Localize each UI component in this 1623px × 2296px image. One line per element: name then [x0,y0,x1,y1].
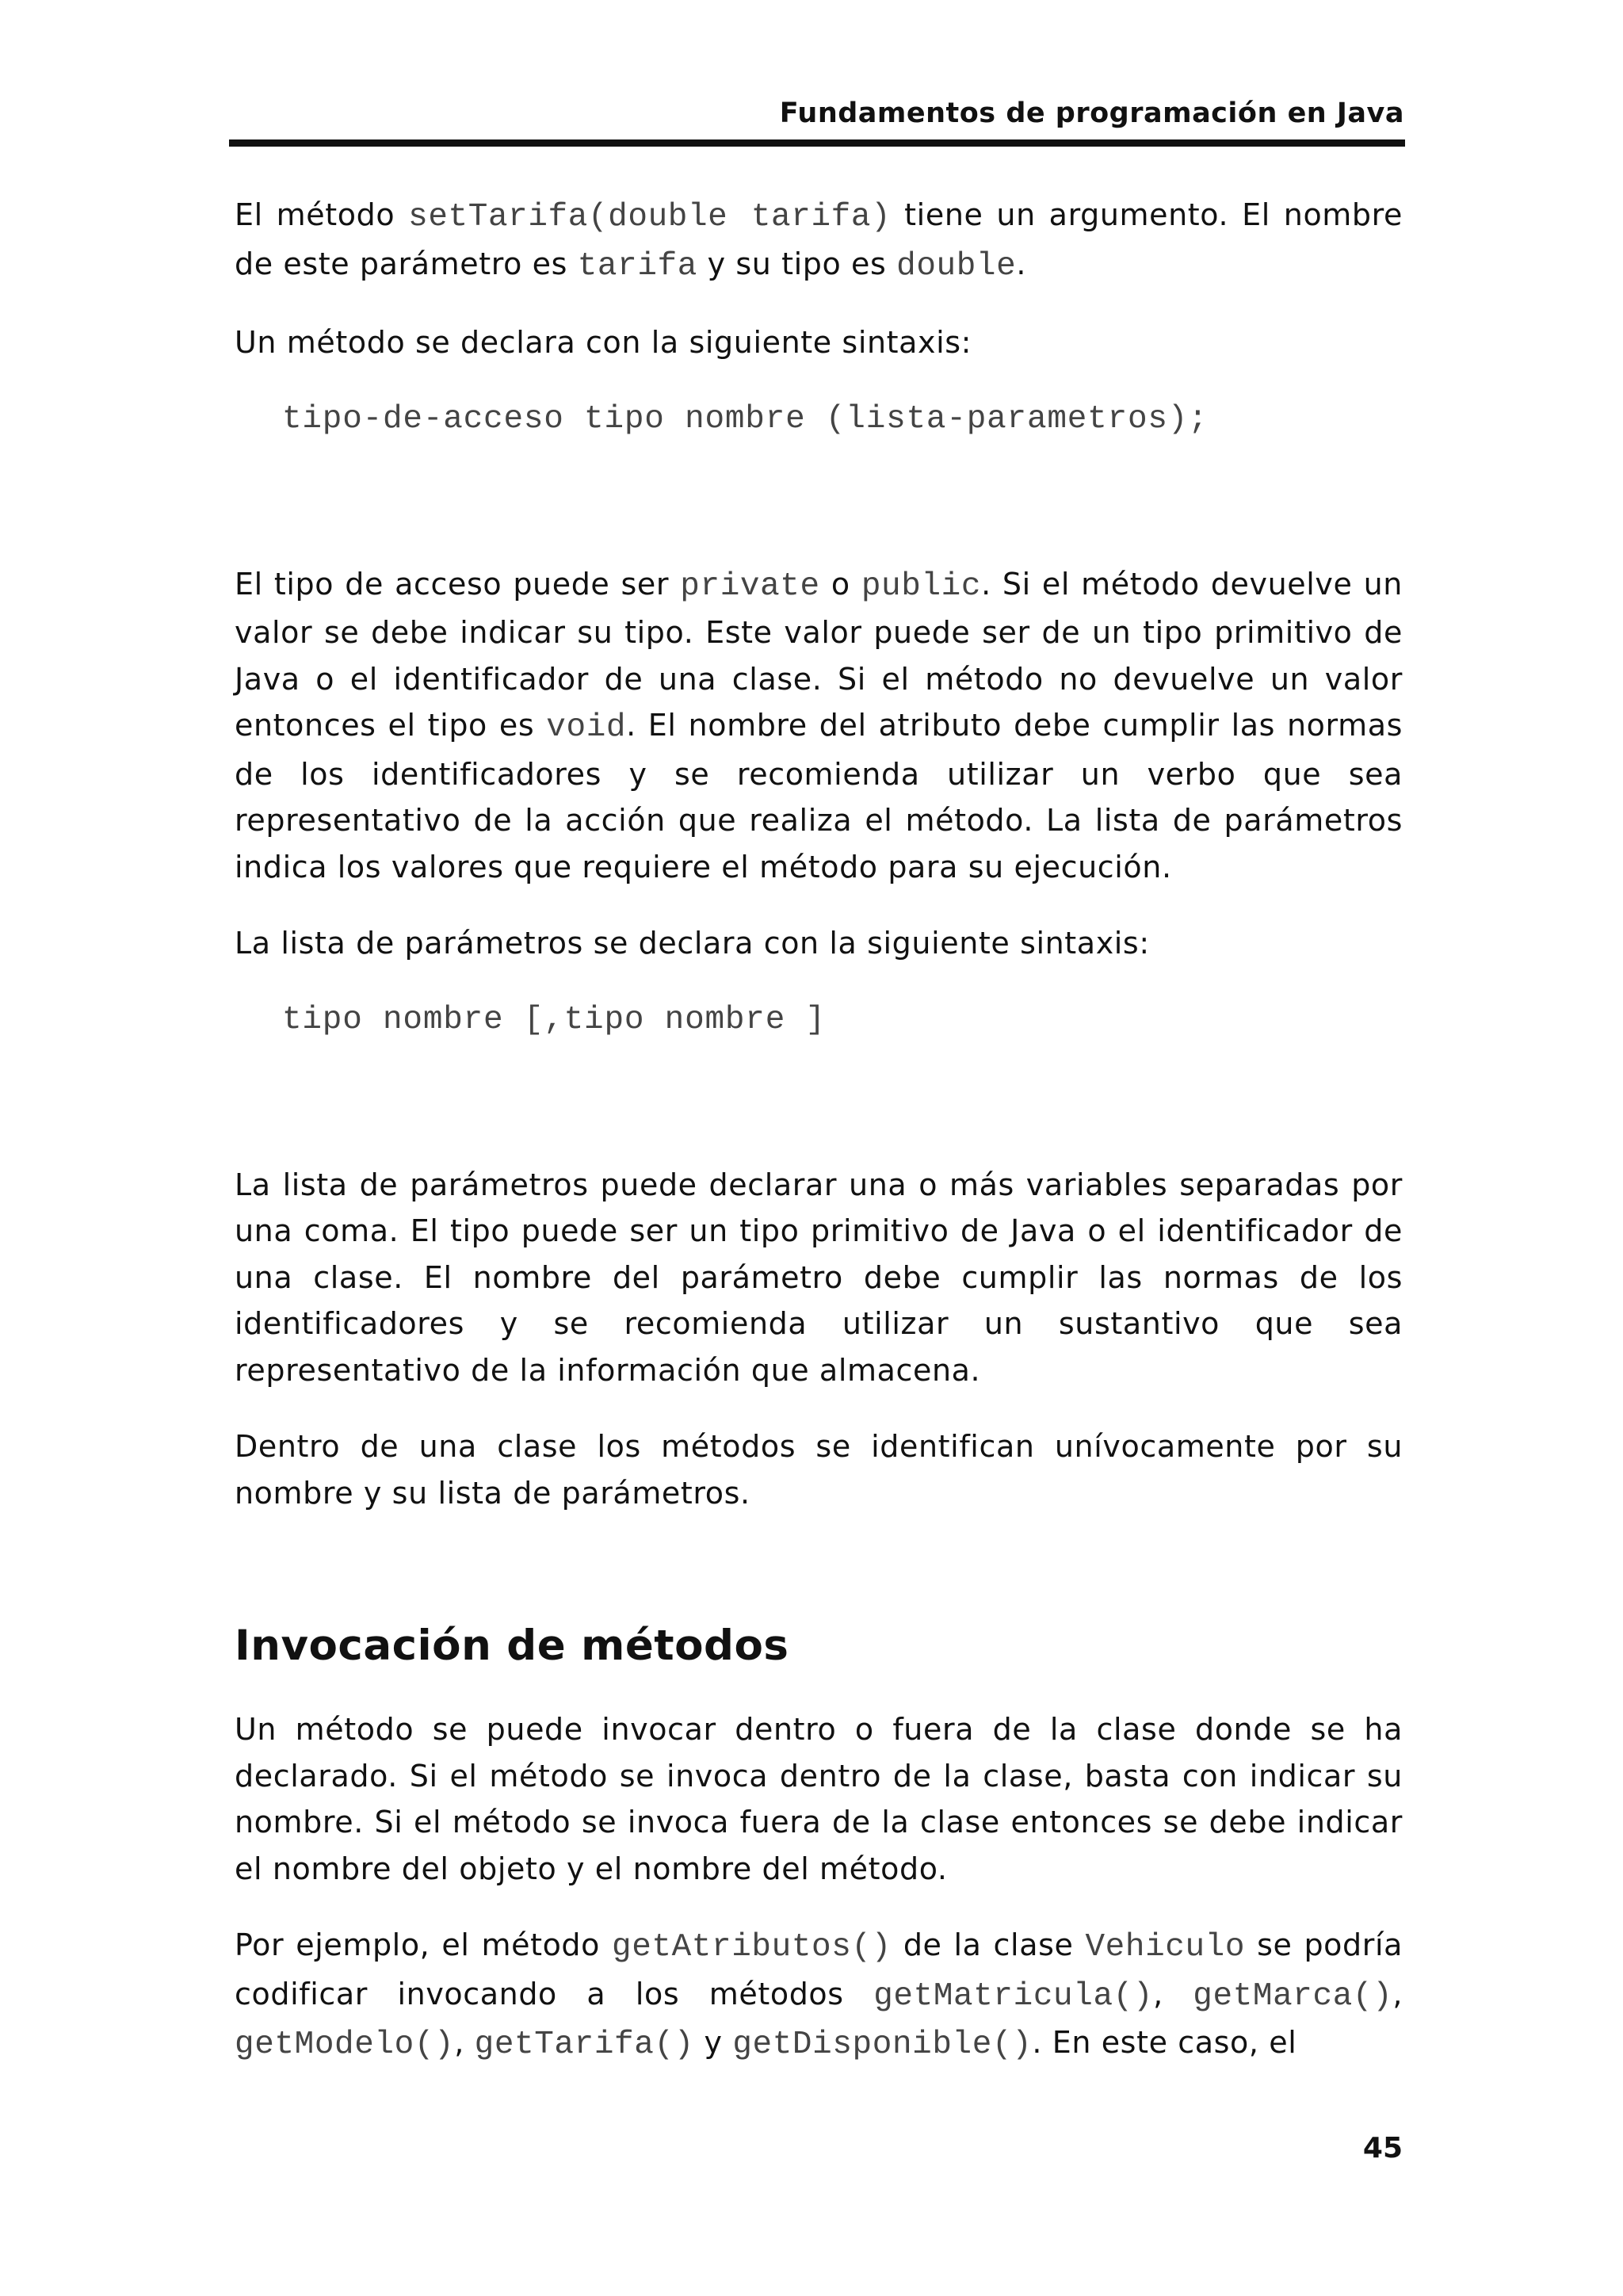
inline-code: double [896,247,1017,285]
inline-code: public [861,567,982,605]
inline-code: Vehiculo [1085,1929,1246,1966]
text-run: de la clase [891,1927,1086,1962]
inline-code: getTarifa() [474,2027,694,2063]
text-run: , [1392,1976,1403,2011]
running-header: Fundamentos de programación en Java [779,97,1404,129]
text-run: . Si el método devuelve un valor se debe indicar su tipo. Este valor puede ser de un tipo primitivo de Java o el identificador de una clase. Si el método no devuelve un valor entonces el tipo es [235,566,1403,743]
inline-code: void [546,709,627,746]
code-param-syntax: tipo nombre [,tipo nombre ] [282,1001,826,1038]
text-run: y [693,2025,733,2060]
inline-code: tarifa [577,247,697,285]
paragraph-param-syntax-intro: La lista de parámetros se declara con la siguiente sintaxis: [235,926,1150,961]
text-run: y su tipo es [697,246,897,281]
page-body [235,192,1403,2099]
paragraph-invocation: Un método se puede invocar dentro o fuera de la clase donde se ha declarado. Si el método se invoca dentro de la clase, basta con indicar su nombre. Si el método se invoca fuera de la clase entonces se debe indicar el nombre del objeto y el nombre del método. [235,1712,1403,1886]
text-run: Por ejemplo, el método [235,1927,612,1962]
paragraph-example [235,1922,1403,2069]
text-run: El tipo de acceso puede ser [235,566,681,602]
text-run: , [454,2025,475,2060]
inline-code: getMatricula() [873,1977,1154,2015]
text-run: o [819,566,861,602]
text-run: , [1153,1976,1193,2011]
text-run: . En este caso, el [1032,2025,1297,2060]
inline-code: setTarifa(double tarifa) [408,199,892,235]
text-run: se podría codificar invocando a los métodos [235,1927,1403,2011]
paragraph-method-syntax-intro: Un método se declara con la siguiente sintaxis: [235,325,972,360]
inline-code: getModelo() [235,2027,455,2063]
paragraph-settarifa [235,192,1403,289]
inline-code: getDisponible() [732,2027,1033,2063]
text-run: . El nombre del atributo debe cumplir las normas de los identificadores y se recomienda utilizar un verbo que sea representativo de la acción que realiza el método. La lista de parámetros indica los valores que requiere el método para su ejecución. [235,708,1403,884]
text-run: . [1016,246,1027,281]
header-rule [229,139,1405,147]
paragraph-access-type [235,561,1403,891]
inline-code: private [680,567,820,605]
inline-code: getAtributos() [611,1929,892,1966]
code-method-syntax: tipo-de-acceso tipo nombre (lista-parametros); [282,400,1209,437]
inline-code: getMarca() [1193,1977,1393,2015]
page-number: 45 [1362,2132,1403,2164]
text-run: tiene un argumento. El nombre de este parámetro es [235,197,1403,281]
paragraph-method-identification: Dentro de una clase los métodos se identifican unívocamente por su nombre y su lista de parámetros. [235,1429,1403,1511]
section-title: Invocación de métodos [235,1622,789,1670]
paragraph-param-list: La lista de parámetros puede declarar una o más variables separadas por una coma. El tipo puede ser un tipo primitivo de Java o el identificador de una clase. El nombre del parámetro debe cumplir las normas de los identificadores y se recomienda utilizar un sustantivo que sea representativo de la información que almacena. [235,1167,1403,1388]
text-run: El método [235,197,409,232]
